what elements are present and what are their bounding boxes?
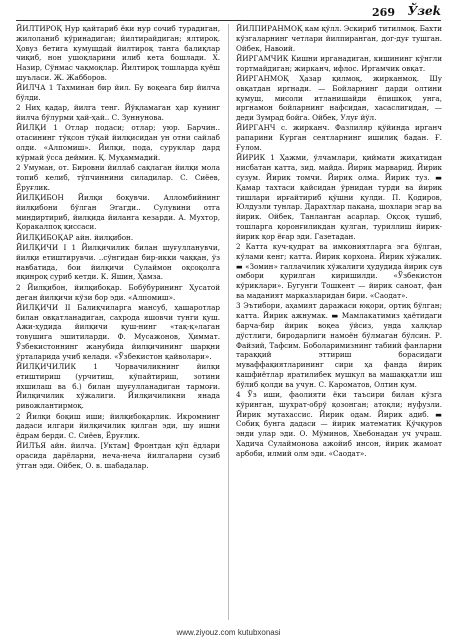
entry-yilcha-2: 2 Ниҳ қадар, йилга тенг. Йўқламаган ҳар кунинг йилча бўлурми ҳай-ҳай.. С. Зуннунова.	[16, 103, 220, 123]
entry-yilqichilik-2: 2 Йилқи боқиш иши; йилқибоқарлик. Икромнинг дадаси илгари йилқичилик қилган эди, шу ишни ёдрам берди. С. Сиёев, Ёруғлик.	[16, 411, 220, 441]
entry-yirik-2: 2 Катта куч-қудрат ва имкониятларга эга бўлган, кўлами кенг; катта. Йирик корхона. Йирик хўжалик. ▬ «Зомин» галлачилик хўжалиги ҳудудида йирик сув омбори қурилган киришилди. «Ўзбекистон кўриклари». Бугунги Тошкент — йирик саноат, фан ва маданият марказларидан бири. «Саодат».	[236, 242, 442, 301]
entry-yilqichilik-1: ЙИЛҚИЧИЛИК 1 Чорвачиликнинг йилқи етиштириш (урчитиш, кўпайтириш, зотини яхшилаш ва б.) билан шуғулланадиган тармоғи. Йилқичилик хўжалиги. Йилқичиликни янада ривожлантирмоқ.	[16, 362, 220, 411]
entry-yirik-1: ЙИРИК 1 Ҳажми, ўлчамлари, қиймати жиҳатидан нисбатан катта, зид. майда. Йирик марварид. Йирик сузум. Йирик томчи. Йирик олма. Йирик туз. ▬ Қамар тахтаси қайсидан ўрнидан турди ва йирик тишлари ирғайтириб қўшни қулди. П. Қодиров, Юлдузли тунлар. Дарахтлар пакана, шохлари эгар ва йирик. Ойбек, Танланган асарлар. Оқсоқ тушиб, тошларга қоронғиликдан қулган, туриллиш йирик-йирик қор ёғар эди. Газетадан.	[236, 153, 442, 241]
entry-yilqiboqar: ЙИЛҚИБОҚАР айн. йилқибон.	[16, 232, 134, 242]
page-number: 269	[372, 6, 395, 19]
entry-yilqibon: ЙИЛҚИБОН Йилқи боқувчи. Алломбийнинг йилқибони бўлган Эгагди.. Сулувини отга миндиртириб, йилқида йиланга кезарди. А. Мухтор, Қоракалпоқ қиссаси.	[16, 193, 220, 232]
entry-yilqichi-2: ЙИЛҚИЧИ II Балиқчиларга мансуб, ҳашаротлар билан овқатланадиган, сахрода яшовчи тунги қуш. Ажи-ҳудида йилқичи қуш-нинг «тақ-қ»лаган товушига эшитиларди. Ф. Мусажонов, Ҳиммат. Ўзбекистоннинг жанубида йилқичининг шарқни ўрталарида учиб келади. «Ўзбекистон қайволари».	[16, 302, 220, 361]
entry-yilqi-2: 2 Умуман, от. Бировни йиллаб сақлаган йилқи мола топиб келиб, тўпчиннини силадилар. С. Сиёев, Ёруғлик.	[16, 163, 220, 192]
header-rule	[16, 20, 441, 21]
entry-yirik-3: 3 Эътибори, аҳамият даражаси юқори, ортиқ бўлган; катта. Йирик ажнумак. ▬ Мамлакатимиз ҳаётидаги барча-бир йирик воқеа ўйсиз, унда халқлар дўстлиги, биродарлиги намоён бўлмаган бўлсин. Р. Файзий, Тафсим. Боболаримизнинг табиий фанларни тараққий эттириш борасидаги муваффақиятларининг сири ҳа фанда йирик кашфиётлар яратилибек мушкул ва машаққатли иш бўлиб қолди ва учун. С. Кароматов, Олтин қум.	[236, 301, 442, 389]
logo: Ўзеk	[407, 4, 441, 18]
entry-yirganmoq: ЙИРГАНМОҚ Ҳазар қилмоқ, жиркaнмоқ. Шу овқатдан иргнади. — Бойларнинг дарди олтини қумуш, мисоли итланишайди ёпишкоқ унга, иргнамон бойларнинг нафсидан, хасаслигидан, — деди Зумрад бойга. Ойбек, Улуғ йўл.	[236, 73, 442, 123]
left-column	[16, 24, 220, 471]
entry-yilya: ЙИЛЪЯ айн. йилча. [Уктам] Фронтдан қўп ёдлари орасида дарёларни, неча-неча йилгаларни сузиб ўтган эди. Ойбек, О. в. шабадалар.	[16, 441, 220, 471]
entry-yilqichi-1-1: ЙИЛҚИЧИ I 1 Йилқичилик билан шуғулланувчи, йилқи етиштирувчи. ..сўнгидан бир-икки чаққан, ўз навбатида, бои йилқичи Сулаймон оқсоқолга яқинроқ суриб кетди. К. Яшин, Ҳамза.	[16, 243, 220, 282]
entry-yirganch: ЙИРГАНЧ с. жиркaнч. Фазлиляр қўйинда иргaнч рапарини Курган сеятларнинг ишилиқ бадан. Ғ. Ғулом.	[236, 123, 442, 153]
footer-source: www.ziyouz.com kutubxonasi	[176, 628, 281, 637]
column-divider	[228, 24, 229, 620]
entry-yiltiroq: ЙИЛТИРОҚ Нур қайтариб ёки нур сочиб турадиган, жилоланиб кўринадиган; йилтирайдиган; ялтироқ. Ҳовуз бетига кумушдай йилтироқ тангa балиқлар чиқиб, нон ушоқларини илиб кета бошлади. Х. Назир, Сўнмас чақмоқлар. Йилтироқ тошларда қуёш шуъласи. Ж. Жабборов.	[16, 24, 220, 82]
entry-yilqichi-1-2: 2 Йилқибон, йилқибоқар. Бобўбурининг Ҳусатой деган йилқичи кўзи бор эди. «Алпомиш».	[16, 282, 220, 302]
entry-yilcha-1: ЙИЛЧА 1 Тахминан бир йил. Бу воқеага бир йилча бўлди.	[16, 83, 220, 103]
entry-yirik-4: 4 Ўз иши, фаолияти ёки таъсири билан кўзга кўринган, шухрат-обрў қозонган; атоқли; нуфузли. Йирик мутахассис. Йирик одам. Йирик адиб. ▬ Собиқ бунга дадаси — йирик математик Қўчқуров энди улар эди. О. Мўминов, Хвебонадан уч учраш. Хадича Сулаймонова ажойиб инсон, йирик жамоат арбоби, илмий олм эди. «Саодат».	[236, 389, 442, 458]
right-column	[236, 24, 442, 459]
entry-yirgamchik: ЙИРГАМЧИК Кишни ирганадиган, кишининг кўнгли тортмайдиган; жиркaнч, ифлос. Иргамчик овқат.	[236, 53, 442, 73]
entry-yilpiranmoq: ЙИЛПИРАНМОҚ кам қўлл. Эскириб титилмоқ. Бахти кўзгаларнинг четлари йилпиранган, дог-дуғ тушган. Ойбек, Навоий.	[236, 24, 442, 53]
entry-yilqi-1: ЙИЛҚИ 1 Отлар подаси; отлар; уюр. Барчин.. отасининг тўқсон тўқай йилқисидан ун отни сайлаб олди. «Алпомиш». Йилқи, пода, суруклар дард кўрмай ўсса деймин. Қ. Муҳаммадий.	[16, 123, 220, 162]
